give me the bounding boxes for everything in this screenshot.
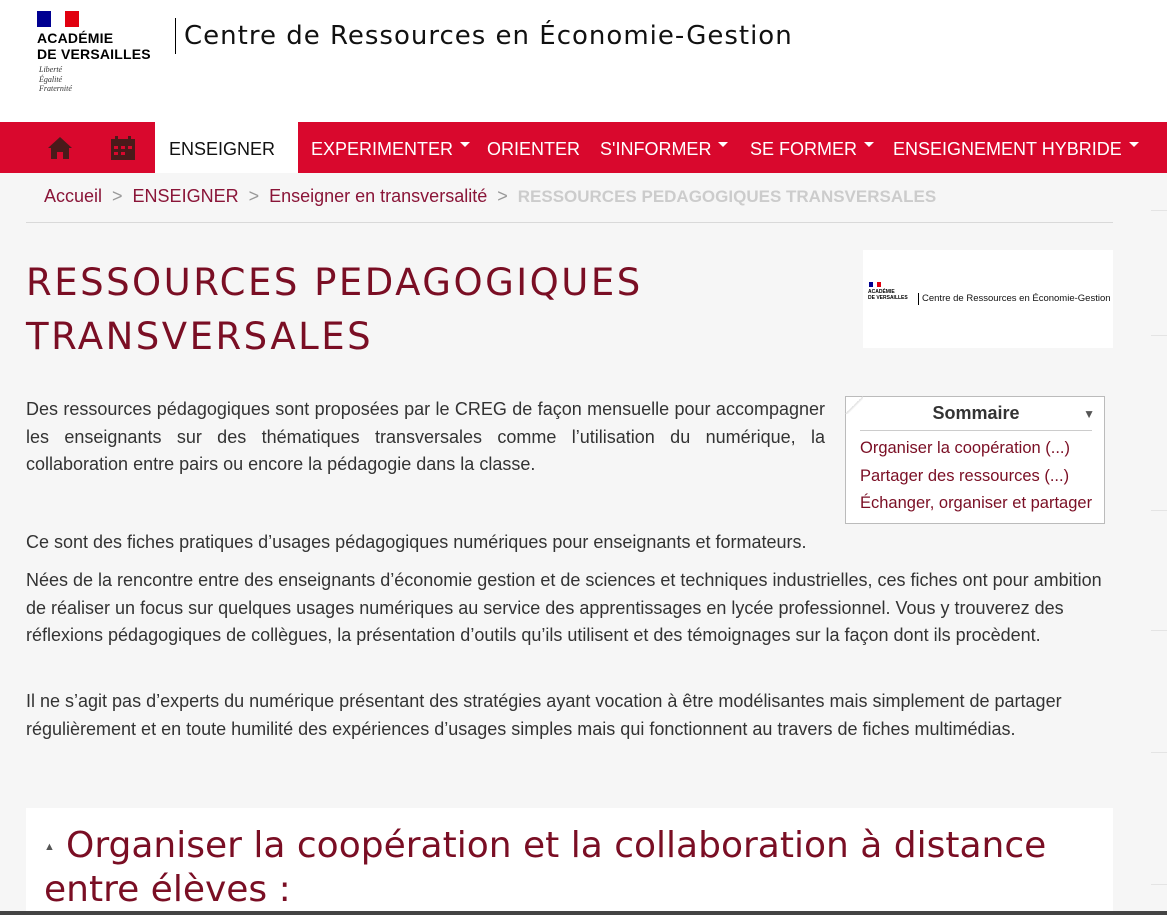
article-logo-image [863, 250, 1113, 348]
nav-item-enseignement-hybride[interactable]: ENSEIGNEMENT HYBRIDE [893, 122, 1139, 173]
table-of-contents [845, 396, 1105, 524]
logo-line-2: DE VERSAILLES [37, 46, 151, 62]
republic-motto: Liberté Égalité Fraternité [39, 65, 72, 93]
breadcrumb-current: RESSOURCES PEDAGOGIQUES TRANSVERSALES [517, 187, 937, 206]
home-icon[interactable] [47, 135, 73, 161]
site-title[interactable]: Centre de Ressources en Économie-Gestion [175, 18, 793, 54]
toc-item-echanger[interactable]: Échanger, organiser et partager [860, 494, 1093, 512]
site-header [0, 0, 1167, 122]
nav-item-se-former[interactable]: SE FORMER [750, 122, 874, 173]
breadcrumb-transversalite[interactable]: Enseigner en transversalité [269, 186, 488, 206]
toc-title[interactable]: Sommaire [932, 403, 1020, 423]
french-flag-icon [37, 11, 79, 27]
section-title[interactable]: Organiser la coopération et la collaboration à distance entre élèves : [44, 825, 1047, 910]
main-nav [0, 122, 1167, 173]
logo-line-1: ACADÉMIE [37, 30, 114, 46]
triangle-down-icon[interactable]: ▼ [1083, 407, 1095, 421]
french-flag-icon [869, 282, 881, 287]
nav-item-enseigner[interactable]: ENSEIGNER [155, 122, 298, 173]
paragraph: Il ne s’agit pas d’experts du numérique présentant des stratégies ayant vocation à être modélisantes mais simplement de partager régulièrement et en toute humilité des expériences d’usages simples mais qui fonctionnent au travers de fiches multimédias. [26, 691, 1062, 739]
caret-down-icon [718, 142, 728, 147]
paragraph: Nées de la rencontre entre des enseignants d’économie gestion et de sciences et techniques industrielles, ces fiches ont pour ambition de réaliser un focus sur quelques usages numériques au service des apprentissages en lycée professionnel. Vous y trouverez des réflexions pédagogiques de collègues, la présentation d’outils qu’ils utilisent et des témoignages sur la façon dont ils procèdent. [26, 570, 1102, 645]
breadcrumb-separator: > [248, 186, 260, 206]
toc-divider [860, 430, 1092, 431]
mini-logo-title: Centre de Ressources en Économie-Gestion [918, 293, 1111, 305]
academie-logo[interactable] [37, 11, 167, 106]
page-title: RESSOURCES PEDAGOGIQUES TRANSVERSALES [26, 261, 643, 358]
nav-item-sinformer[interactable]: S'INFORMER [600, 122, 728, 173]
paragraph: Ce sont des fiches pratiques d’usages pédagogiques numériques pour enseignants et formateurs. [26, 532, 807, 552]
right-edge-panel [1151, 190, 1167, 915]
breadcrumb-accueil[interactable]: Accueil [44, 186, 103, 206]
caret-down-icon [1129, 142, 1139, 147]
triangle-up-icon[interactable]: ▲ [44, 841, 55, 853]
bottom-bar [0, 911, 1167, 915]
mini-logo-text: ACADÉMIE DE VERSAILLES [868, 289, 908, 301]
nav-item-orienter[interactable]: ORIENTER [487, 139, 581, 159]
section-cooperation [26, 808, 1113, 915]
toc-item-partager[interactable]: Partager des ressources (...) [860, 467, 1070, 485]
breadcrumb-enseigner[interactable]: ENSEIGNER [132, 186, 239, 206]
intro-paragraph: Des ressources pédagogiques sont proposées par le CREG de façon mensuelle pour accompagner les enseignants sur des thématiques transversales comme l’utilisation du numérique, la collaboration entre pairs ou encore la pédagogie dans la classe. [26, 399, 825, 474]
caret-down-icon [460, 142, 470, 147]
breadcrumb [44, 186, 936, 207]
caret-down-icon [864, 142, 874, 147]
calendar-icon[interactable] [110, 135, 136, 161]
breadcrumb-separator: > [497, 186, 508, 206]
breadcrumb-separator: > [112, 186, 123, 206]
nav-item-experimenter[interactable]: EXPERIMENTER [311, 122, 470, 173]
toc-item-cooperation[interactable]: Organiser la coopération (...) [860, 439, 1071, 457]
breadcrumb-divider [26, 222, 1113, 223]
